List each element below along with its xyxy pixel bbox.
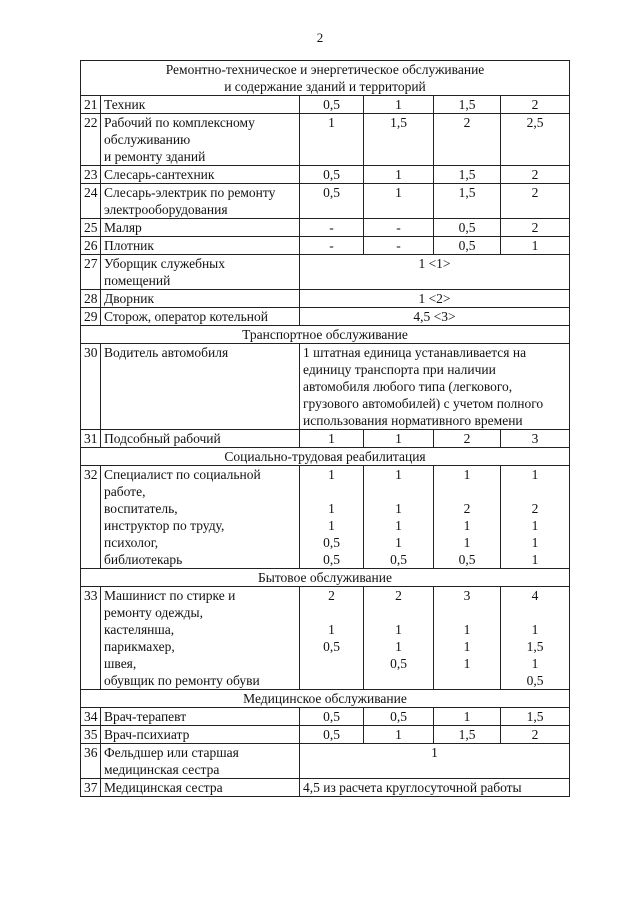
table-row — [81, 290, 570, 308]
staff-value-col-1 — [300, 466, 364, 569]
staff-value — [504, 604, 566, 621]
staff-value: 1 — [463, 467, 471, 482]
section-title — [81, 569, 570, 587]
staff-value-col-4 — [501, 726, 570, 744]
staff-value: 2 — [531, 167, 539, 182]
position-name-line: Плотник — [104, 238, 154, 253]
staff-value-col-1 — [300, 708, 364, 726]
staff-value: 0,5 — [323, 709, 340, 724]
table-row — [81, 708, 570, 726]
page-number: 2 — [316, 30, 324, 45]
staff-value: 1 — [328, 115, 335, 130]
staff-value: 4 — [531, 588, 539, 603]
staff-value-merged — [300, 255, 570, 290]
staff-value — [367, 672, 430, 689]
staff-value: 3 — [463, 588, 471, 603]
position-name — [101, 308, 300, 326]
staff-value: 1 — [395, 518, 402, 533]
staff-value-col-3 — [434, 184, 501, 219]
staff-value: 1 — [328, 501, 335, 516]
staff-value: 1,5 — [458, 185, 476, 200]
staff-value-col-4 — [501, 237, 570, 255]
position-name — [101, 744, 300, 779]
staff-value-merged — [300, 744, 570, 779]
staff-value: 0,5 — [323, 167, 340, 182]
staff-value-col-4 — [501, 430, 570, 448]
staff-value-col-3 — [434, 430, 501, 448]
staff-value-col-4 — [501, 219, 570, 237]
staff-value: 1 — [531, 552, 539, 567]
position-name — [101, 237, 300, 255]
position-name-line: парикмахер, — [104, 639, 175, 654]
table-row — [81, 726, 570, 744]
position-name-line: Врач-психиатр — [104, 727, 190, 742]
staff-value-col-4 — [501, 708, 570, 726]
staff-value: 1 — [395, 97, 402, 112]
staff-value: 1,5 — [526, 639, 544, 654]
staff-value: 2 — [463, 431, 471, 446]
staff-value: 1 — [463, 709, 471, 724]
staff-note-line: единицу транспорта при наличии — [303, 362, 496, 377]
staff-value — [437, 483, 497, 500]
section-title-line: и содержание зданий и территорий — [224, 79, 426, 94]
staff-value: 0,5 — [458, 238, 476, 253]
table-row — [81, 184, 570, 219]
position-name-line: психолог, — [104, 535, 159, 550]
position-name-line: инструктор по труду, — [104, 518, 225, 533]
staff-value — [303, 655, 360, 672]
staff-value: 1 — [531, 535, 539, 550]
position-name — [101, 708, 300, 726]
staff-value: 1 — [395, 727, 402, 742]
position-name-line: Машинист по стирке и — [104, 588, 236, 603]
position-name-line: Слесарь-сантехник — [104, 167, 215, 182]
row-number: 35 — [81, 726, 101, 744]
position-name — [101, 466, 300, 569]
position-name — [101, 255, 300, 290]
row-number: 22 — [81, 114, 101, 166]
position-name — [101, 587, 300, 690]
position-name-line: работе, — [104, 484, 146, 499]
staff-value: 0,5 — [390, 709, 407, 724]
staff-value: 2 — [531, 727, 539, 742]
staff-value-col-3 — [434, 166, 501, 184]
staff-value-col-2 — [364, 96, 434, 114]
staff-value: 2,5 — [526, 115, 544, 130]
row-number: 27 — [81, 255, 101, 290]
section-header-row — [81, 448, 570, 466]
position-name-line: кастелянша, — [104, 622, 175, 637]
staff-value: 1 — [328, 431, 335, 446]
table-row — [81, 744, 570, 779]
staff-value: 1 — [395, 467, 402, 482]
table-row — [81, 219, 570, 237]
staff-value-col-2 — [364, 430, 434, 448]
staff-value: 1 — [328, 622, 335, 637]
staff-value: 4,5 <3> — [413, 309, 456, 324]
staffing-table-body — [81, 61, 570, 797]
staff-value: 0,5 — [323, 639, 340, 654]
staff-value: 0,5 — [458, 552, 476, 567]
staff-value: 0,5 — [323, 552, 340, 567]
staff-value: 1 <1> — [418, 256, 451, 271]
position-name-line: библиотекарь — [104, 552, 183, 567]
row-number: 37 — [81, 779, 101, 797]
staff-value-col-2 — [364, 466, 434, 569]
staff-value: 0,5 — [323, 185, 340, 200]
staff-value: 1,5 — [458, 97, 476, 112]
staff-value-col-1 — [300, 114, 364, 166]
staff-value: 1 — [395, 185, 402, 200]
section-header-row — [81, 569, 570, 587]
staff-value: 1 — [395, 431, 402, 446]
staff-value: 1 — [531, 467, 539, 482]
staff-value: 0,5 — [390, 656, 407, 671]
table-row — [81, 779, 570, 797]
staff-value-merged — [300, 290, 570, 308]
position-name — [101, 166, 300, 184]
staff-value: - — [396, 220, 401, 235]
staff-value — [367, 483, 430, 500]
staff-value: 2 — [531, 501, 539, 516]
staff-value-col-4 — [501, 587, 570, 690]
section-header-row — [81, 61, 570, 96]
staff-value: 2 — [531, 97, 539, 112]
table-row — [81, 344, 570, 430]
staff-value — [437, 604, 497, 621]
row-number: 31 — [81, 430, 101, 448]
staff-value: 2 — [531, 220, 539, 235]
staff-value: 0,5 — [323, 727, 340, 742]
position-name-line: Водитель автомобиля — [104, 345, 229, 360]
section-title — [81, 690, 570, 708]
row-number: 29 — [81, 308, 101, 326]
staff-value — [504, 483, 566, 500]
row-number: 28 — [81, 290, 101, 308]
position-name-line: ремонту одежды, — [104, 605, 203, 620]
table-row — [81, 466, 570, 569]
staff-value-col-3 — [434, 219, 501, 237]
staff-value-col-4 — [501, 96, 570, 114]
staff-value: 1 — [463, 656, 471, 671]
table-row — [81, 587, 570, 690]
staff-value — [303, 483, 360, 500]
position-name — [101, 726, 300, 744]
staff-value-col-1 — [300, 166, 364, 184]
position-name — [101, 184, 300, 219]
staff-note-line: 1 штатная единица устанавливается на — [303, 345, 527, 360]
staff-value: 1 — [463, 518, 471, 533]
position-name — [101, 219, 300, 237]
position-name-line: обслуживанию — [104, 132, 191, 147]
staff-note-line: автомобиля любого типа (легкового, — [303, 379, 513, 394]
staff-value: 1,5 — [390, 115, 407, 130]
section-title-line: Медицинское обслуживание — [243, 691, 407, 706]
staff-value-col-4 — [501, 166, 570, 184]
staff-value: 1 — [531, 656, 539, 671]
position-name-line: воспитатель, — [104, 501, 178, 516]
section-title-line: Социально-трудовая реабилитация — [224, 449, 426, 464]
staff-value-col-4 — [501, 114, 570, 166]
staff-value: 2 — [328, 588, 335, 603]
staff-note-line: использования нормативного времени — [303, 413, 523, 428]
row-number: 32 — [81, 466, 101, 569]
position-name-line: Маляр — [104, 220, 142, 235]
staff-value-col-1 — [300, 219, 364, 237]
staff-value: 1 — [531, 238, 539, 253]
staff-value-col-3 — [434, 114, 501, 166]
staff-value: - — [329, 238, 334, 253]
staff-value-col-1 — [300, 726, 364, 744]
staff-value: 1 — [431, 745, 438, 760]
staff-value-col-2 — [364, 237, 434, 255]
position-name-line: Дворник — [104, 291, 154, 306]
section-title — [81, 61, 570, 96]
position-name-line: Рабочий по комплексному — [104, 115, 255, 130]
position-name-line: швея, — [104, 656, 137, 671]
staff-value — [303, 672, 360, 689]
position-name-line: Фельдшер или старшая — [104, 745, 239, 760]
staff-value: 2 — [531, 185, 539, 200]
position-name-line: Слесарь-электрик по ремонту — [104, 185, 276, 200]
row-number: 36 — [81, 744, 101, 779]
staff-value: 2 — [463, 501, 471, 516]
staff-value-col-2 — [364, 166, 434, 184]
staff-value-col-1 — [300, 587, 364, 690]
position-name — [101, 290, 300, 308]
row-number: 26 — [81, 237, 101, 255]
staff-value: 0,5 — [323, 535, 340, 550]
position-name — [101, 114, 300, 166]
section-title-line: Транспортное обслуживание — [242, 327, 408, 342]
position-name-line: Сторож, оператор котельной — [104, 309, 268, 324]
staff-value-col-1 — [300, 96, 364, 114]
staff-value-col-2 — [364, 726, 434, 744]
staff-value — [367, 604, 430, 621]
position-name-line: помещений — [104, 273, 171, 288]
staffing-table — [80, 60, 570, 797]
staff-value: 1 — [328, 518, 335, 533]
position-name-line: обувщик по ремонту обуви — [104, 673, 260, 688]
position-name-line: медицинская сестра — [104, 762, 220, 777]
staff-value: 3 — [531, 431, 539, 446]
position-name-line: Уборщик служебных — [104, 256, 225, 271]
row-number: 30 — [81, 344, 101, 430]
staff-value-col-1 — [300, 184, 364, 219]
staff-value: 1 — [395, 501, 402, 516]
table-row — [81, 308, 570, 326]
staff-value-col-2 — [364, 114, 434, 166]
position-name — [101, 344, 300, 430]
row-number: 21 — [81, 96, 101, 114]
staff-value: 1 — [328, 467, 335, 482]
table-row — [81, 166, 570, 184]
staff-value — [437, 672, 497, 689]
staff-value-col-4 — [501, 184, 570, 219]
staff-value: - — [329, 220, 334, 235]
staff-value-col-2 — [364, 708, 434, 726]
staff-value-col-3 — [434, 587, 501, 690]
staff-value-col-4 — [501, 466, 570, 569]
staff-value: 2 — [463, 115, 471, 130]
staff-value-col-2 — [364, 184, 434, 219]
staff-value-col-3 — [434, 237, 501, 255]
position-name-line: Подсобный рабочий — [104, 431, 221, 446]
staff-value: 2 — [395, 588, 402, 603]
staff-value-col-3 — [434, 726, 501, 744]
row-number: 24 — [81, 184, 101, 219]
position-name-line: электрооборудования — [104, 202, 228, 217]
staff-value: 1,5 — [458, 167, 476, 182]
section-title — [81, 326, 570, 344]
staff-value-col-3 — [434, 708, 501, 726]
table-row — [81, 237, 570, 255]
staff-value: 1 — [531, 622, 539, 637]
staff-value-col-3 — [434, 466, 501, 569]
staff-value: 0,5 — [323, 97, 340, 112]
staff-value — [303, 604, 360, 621]
staff-value: 1 — [395, 622, 402, 637]
staff-value-merged — [300, 779, 570, 797]
staff-value: 0,5 — [458, 220, 476, 235]
staff-value: 1 — [395, 535, 402, 550]
staff-value: 1,5 — [458, 727, 476, 742]
staff-value: - — [396, 238, 401, 253]
staff-value: 1 — [395, 639, 402, 654]
section-header-row — [81, 690, 570, 708]
position-name — [101, 96, 300, 114]
section-title-line: Ремонтно-техническое и энергетическое обслуживание — [165, 62, 485, 77]
staff-value-col-2 — [364, 587, 434, 690]
position-name-line: и ремонту зданий — [104, 149, 206, 164]
row-number: 25 — [81, 219, 101, 237]
position-name-line: Техник — [104, 97, 146, 112]
table-row — [81, 255, 570, 290]
staff-value: 1 — [463, 622, 471, 637]
staff-value: 1 <2> — [418, 291, 451, 306]
section-title — [81, 448, 570, 466]
position-name — [101, 779, 300, 797]
staff-value: 1 — [463, 535, 471, 550]
staff-value-merged — [300, 308, 570, 326]
section-header-row — [81, 326, 570, 344]
staff-value: 1 — [463, 639, 471, 654]
staff-value: 0,5 — [526, 673, 544, 688]
section-title-line: Бытовое обслуживание — [258, 570, 392, 585]
table-row — [81, 430, 570, 448]
staff-value: 0,5 — [390, 552, 407, 567]
staff-value-col-1 — [300, 237, 364, 255]
staff-value: 1 — [395, 167, 402, 182]
position-name-line: Специалист по социальной — [104, 467, 261, 482]
position-name-line: Медицинская сестра — [104, 780, 223, 795]
staff-value-col-1 — [300, 430, 364, 448]
staff-value: 1,5 — [526, 709, 544, 724]
position-name-line: Врач-терапевт — [104, 709, 187, 724]
staff-value: 1 — [531, 518, 539, 533]
staff-value-col-3 — [434, 96, 501, 114]
staff-value-col-2 — [364, 219, 434, 237]
staff-note-line: грузового автомобилей) с учетом полного — [303, 396, 544, 411]
row-number: 23 — [81, 166, 101, 184]
table-row — [81, 96, 570, 114]
row-number: 33 — [81, 587, 101, 690]
staff-value: 4,5 из расчета круглосуточной работы — [303, 780, 522, 795]
staff-note — [300, 344, 570, 430]
table-row — [81, 114, 570, 166]
position-name — [101, 430, 300, 448]
row-number: 34 — [81, 708, 101, 726]
